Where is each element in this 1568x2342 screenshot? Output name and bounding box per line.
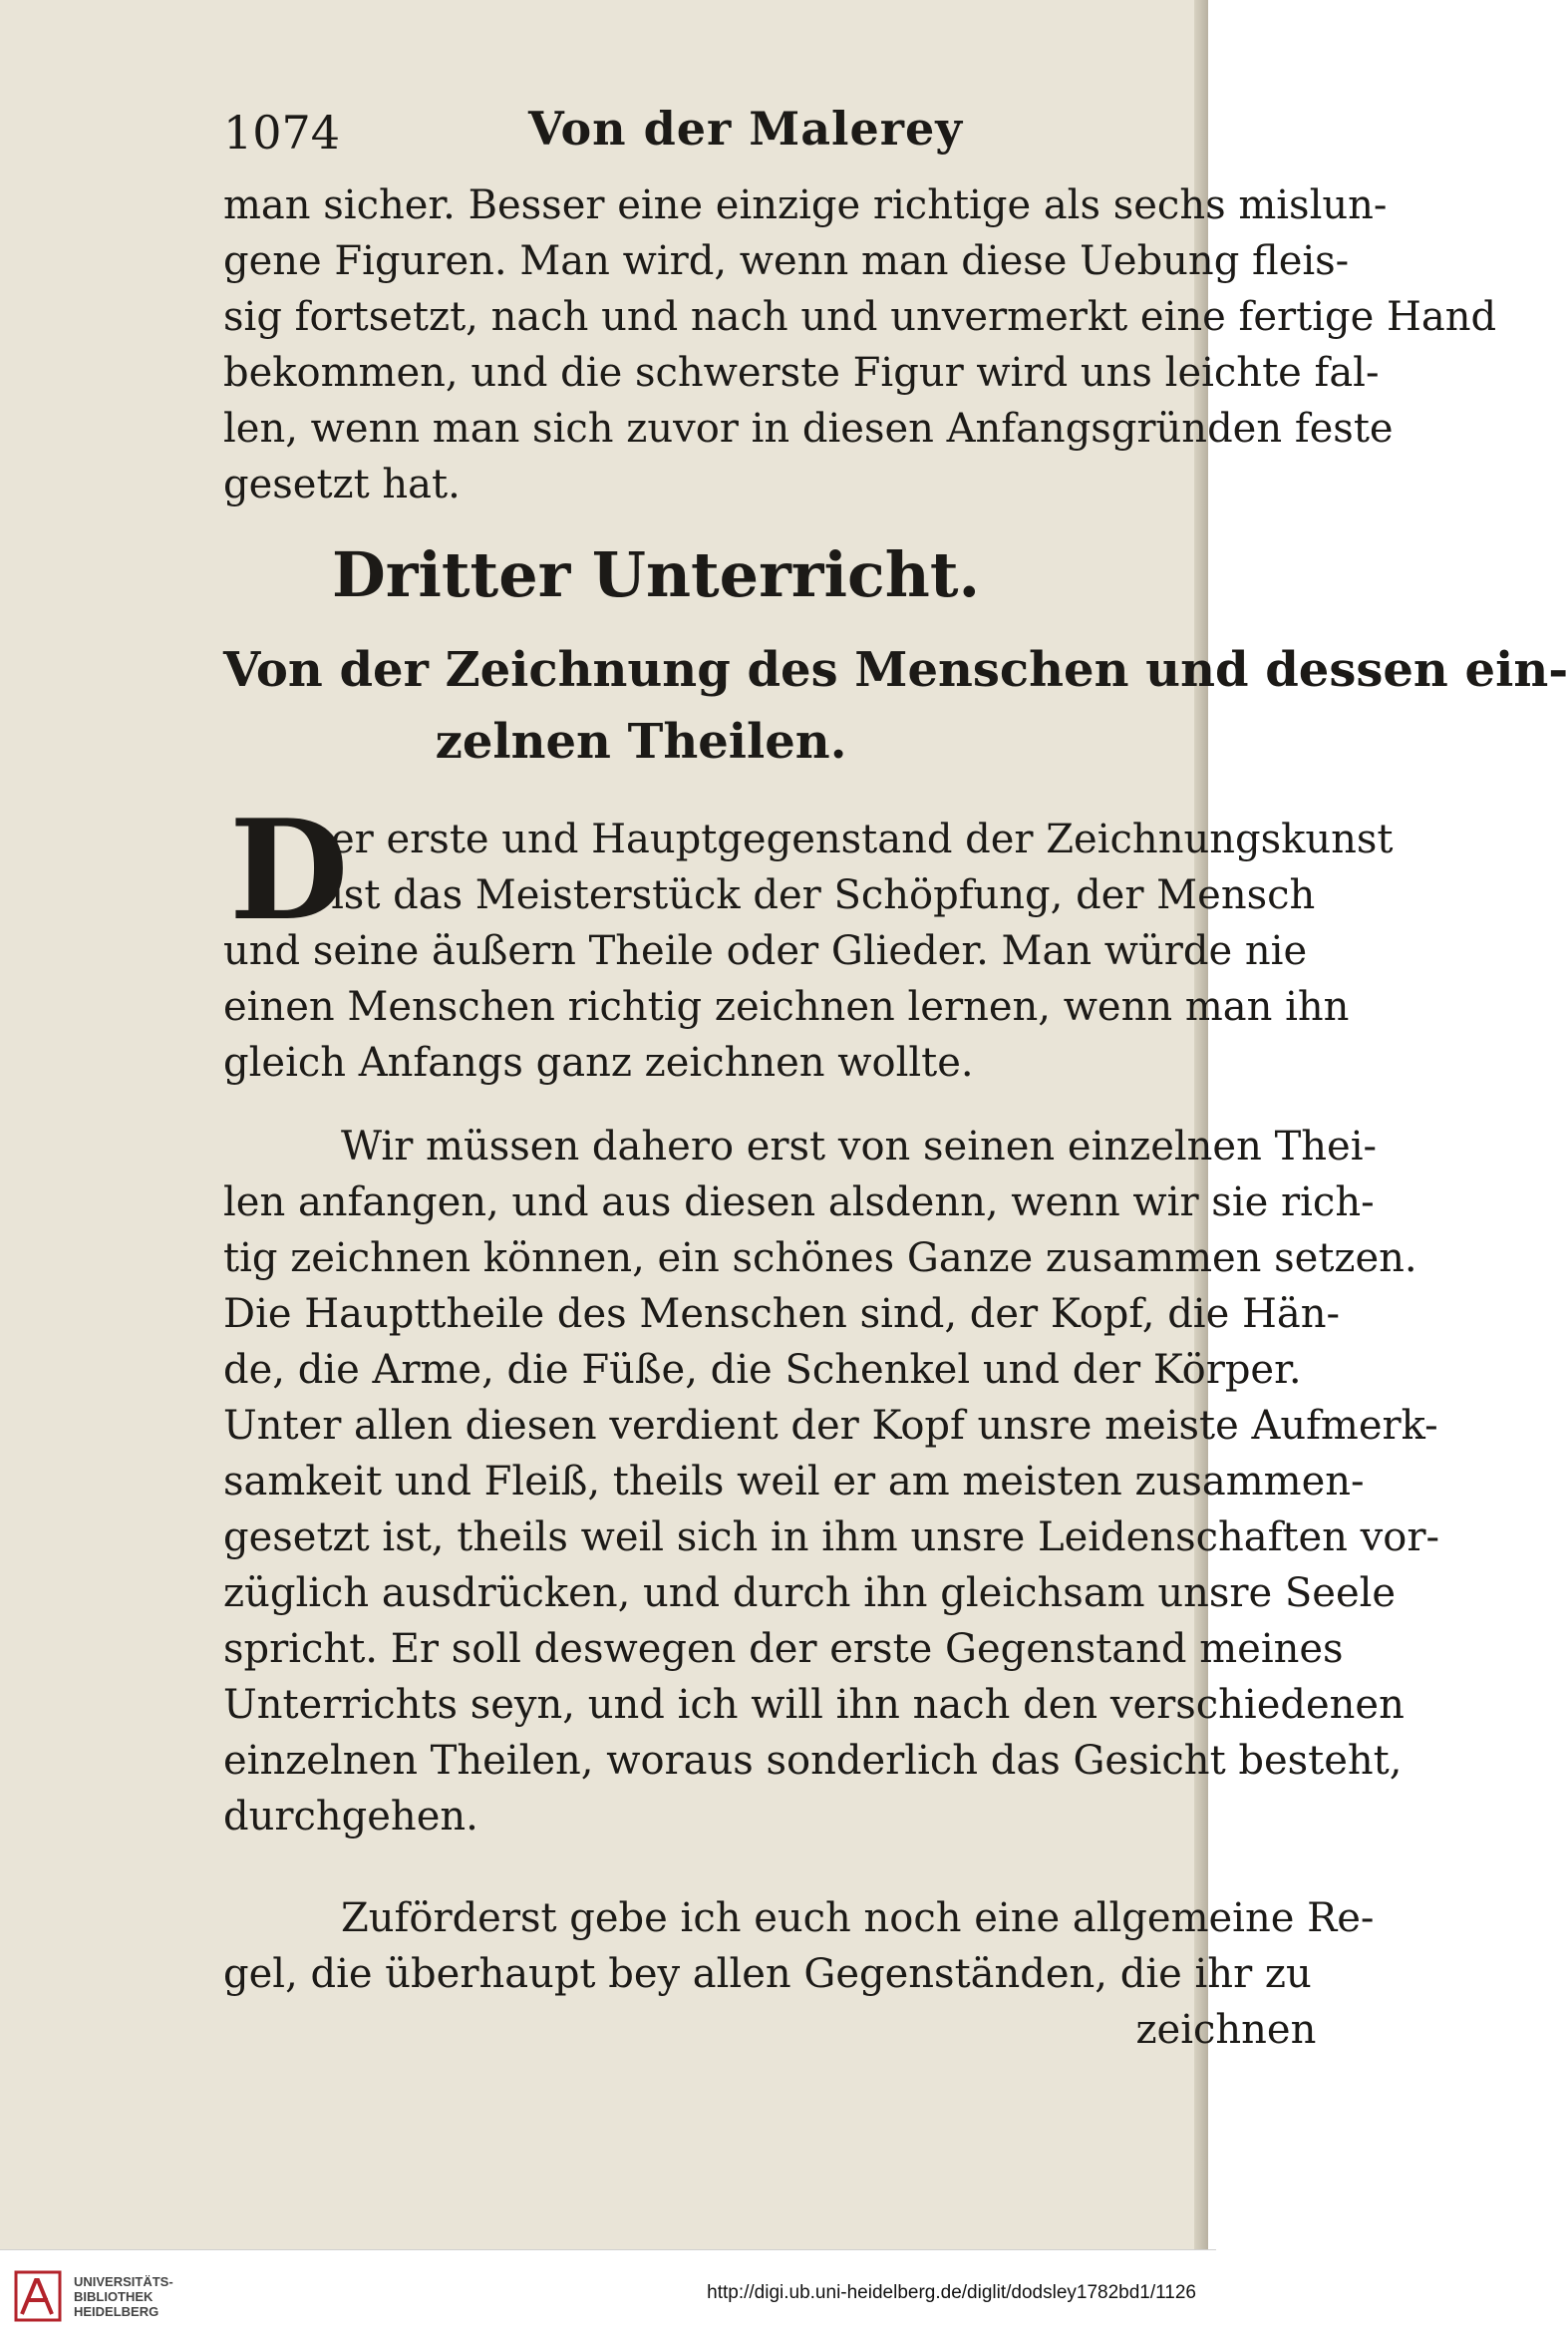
text-line: man sicher. Besser eine einzige richtige als sechs mislun- bbox=[223, 182, 1388, 228]
text-line: gesetzt hat. bbox=[223, 462, 461, 507]
text-line: bekommen, und die schwerste Figur wird uns leichte fal- bbox=[223, 350, 1380, 396]
text-line: Wir müssen dahero erst von seinen einzelnen Thei- bbox=[341, 1124, 1378, 1170]
permalink-url[interactable]: http://digi.ub.uni-heidelberg.de/diglit/dodsley1782bd1/1126 bbox=[707, 2282, 1196, 2303]
paragraph-2 bbox=[223, 1119, 1439, 1844]
text-line: tig zeichnen können, ein schönes Ganze zusammen setzen. bbox=[223, 1235, 1417, 1281]
text-line: einen Menschen richtig zeichnen lernen, wenn man ihn bbox=[223, 984, 1350, 1030]
drop-capital: D bbox=[229, 789, 349, 951]
text-line: einzelnen Theilen, woraus sonderlich das Gesicht besteht, bbox=[223, 1738, 1403, 1784]
running-head bbox=[223, 88, 1208, 177]
text-line: durchgehen. bbox=[223, 1794, 478, 1840]
viewer-footer bbox=[0, 2249, 1216, 2342]
paragraph-spacer bbox=[223, 1844, 1208, 1890]
library-name bbox=[74, 2274, 173, 2319]
paragraph-spacer bbox=[223, 1091, 1208, 1119]
text-line: Die Haupttheile des Menschen sind, der Kopf, die Hän- bbox=[223, 1291, 1340, 1337]
paragraph-3 bbox=[223, 1890, 1375, 2058]
text-block bbox=[223, 88, 1568, 2058]
text-line: züglich ausdrücken, und durch ihn gleichsam unsre Seele bbox=[223, 1570, 1397, 1616]
subheading-line-1: Von der Zeichnung des Menschen und dessen ein- bbox=[223, 642, 1568, 698]
catchword-line: zeichnen bbox=[223, 2007, 1317, 2053]
text-line: len, wenn man sich zuvor in diesen Anfangsgründen feste bbox=[223, 406, 1394, 452]
text-line: Zuförderst gebe ich euch noch eine allgemeine Re- bbox=[341, 1895, 1375, 1941]
library-name-line: UNIVERSITÄTS- bbox=[74, 2274, 173, 2289]
text-line: samkeit und Fleiß, theils weil er am meisten zusammen- bbox=[223, 1459, 1365, 1505]
text-line: gel, die überhaupt bey allen Gegenständen, die ihr zu bbox=[223, 1951, 1312, 1997]
text-line: gene Figuren. Man wird, wenn man diese Uebung fleis- bbox=[223, 238, 1350, 284]
running-title: Von der Malerey bbox=[528, 102, 963, 156]
text-line: ist das Meisterstück der Schöpfung, der Mensch bbox=[331, 872, 1316, 918]
text-line: Unterrichts seyn, und ich will ihn nach den verschiedenen bbox=[223, 1682, 1405, 1728]
library-name-line: HEIDELBERG bbox=[74, 2304, 159, 2319]
library-name-line: BIBLIOTHEK bbox=[74, 2289, 154, 2304]
paragraph-continued bbox=[223, 177, 1497, 512]
paragraph-1 bbox=[223, 789, 1394, 1091]
text-line: Unter allen diesen verdient der Kopf unsre meiste Aufmerk- bbox=[223, 1403, 1438, 1449]
text-line: gesetzt ist, theils weil sich in ihm unsre Leidenschaften vor- bbox=[223, 1514, 1439, 1560]
university-library-logo-icon bbox=[14, 2270, 62, 2322]
text-line: len anfangen, und aus diesen alsdenn, wenn wir sie rich- bbox=[223, 1179, 1375, 1225]
text-line: sig fortsetzt, nach und nach und unvermerkt eine fertige Hand bbox=[223, 294, 1497, 340]
page-number: 1074 bbox=[223, 106, 341, 160]
section-heading: Dritter Unterricht. bbox=[331, 538, 981, 611]
text-line: und seine äußern Theile oder Glieder. Man würde nie bbox=[223, 928, 1308, 974]
subheading-line-2: zelnen Theilen. bbox=[435, 714, 847, 770]
text-line: de, die Arme, die Füße, die Schenkel und der Körper. bbox=[223, 1347, 1302, 1393]
text-line: gleich Anfangs ganz zeichnen wollte. bbox=[223, 1040, 974, 1086]
text-line: spricht. Er soll deswegen der erste Gegenstand meines bbox=[223, 1626, 1344, 1672]
text-line: er erste und Hauptgegenstand der Zeichnungskunst bbox=[331, 817, 1394, 862]
